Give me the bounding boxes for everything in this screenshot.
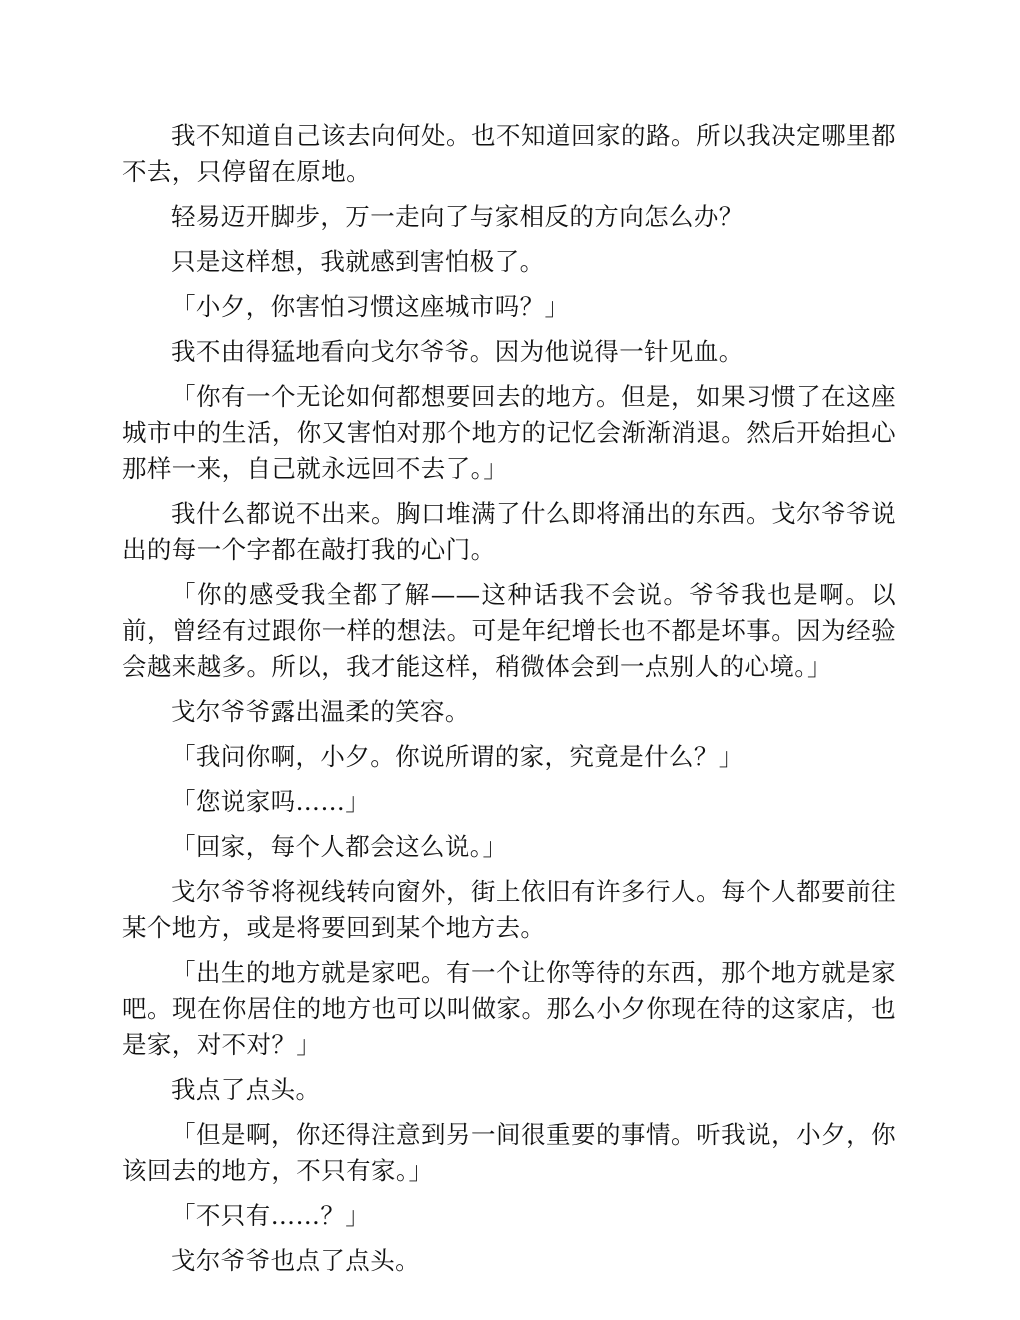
paragraph-4: 「小夕，你害怕习惯这座城市吗？」	[171, 292, 570, 321]
paragraph-2: 轻易迈开脚步，万一走向了与家相反的方向怎么办？	[171, 202, 744, 231]
paragraph-15: 我点了点头。	[171, 1075, 321, 1104]
paragraph-10: 「我问你啊，小夕。你说所谓的家，究竟是什么？」	[171, 742, 744, 771]
paragraph-7: 我什么都说不出来。胸口堆满了什么即将涌出的东西。戈尔爷爷说出的每一个字都在敲打我的心门。	[122, 499, 896, 564]
paragraph-16: 「但是啊，你还得注意到另一间很重要的事情。听我说，小夕，你该回去的地方，不只有家。」	[122, 1120, 896, 1185]
paragraph-3: 只是这样想，我就感到害怕极了。	[171, 247, 545, 276]
paragraph-11: 「您说家吗……」	[171, 787, 371, 816]
paragraph-17: 「不只有……？」	[171, 1201, 371, 1230]
paragraph-12: 「回家，每个人都会这么说。」	[171, 832, 508, 861]
paragraph-5: 我不由得猛地看向戈尔爷爷。因为他说得一针见血。	[171, 337, 744, 366]
document-page	[122, 118, 896, 1288]
paragraph-18: 戈尔爷爷也点了点头。	[171, 1246, 420, 1275]
paragraph-14: 「出生的地方就是家吧。有一个让你等待的东西，那个地方就是家吧。现在你居住的地方也可以叫做家。那么小夕你现在待的这家店，也是家，对不对？」	[122, 958, 896, 1059]
paragraph-13: 戈尔爷爷将视线转向窗外，街上依旧有许多行人。每个人都要前往某个地方，或是将要回到某个地方去。	[122, 877, 896, 942]
paragraph-1: 我不知道自己该去向何处。也不知道回家的路。所以我决定哪里都不去，只停留在原地。	[122, 121, 896, 186]
paragraph-9: 戈尔爷爷露出温柔的笑容。	[171, 697, 470, 726]
paragraph-6: 「你有一个无论如何都想要回去的地方。但是，如果习惯了在这座城市中的生活，你又害怕对那个地方的记忆会渐渐消退。然后开始担心那样一来，自己就永远回不去了。」	[122, 382, 896, 483]
paragraph-8: 「你的感受我全都了解——这种话我不会说。爷爷我也是啊。以前，曾经有过跟你一样的想法。可是年纪增长也不都是坏事。因为经验会越来越多。所以，我才能这样，稍微体会到一点别人的心境。」	[122, 580, 896, 681]
